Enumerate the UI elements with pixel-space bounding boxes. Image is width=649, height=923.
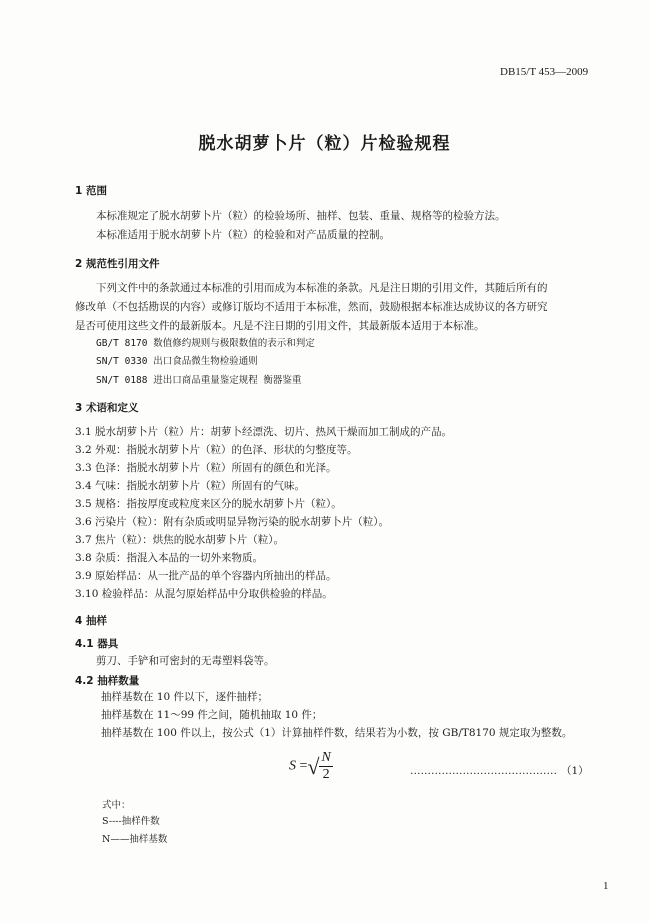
definition-item: 3.7 焦片（粒）：烘焦的脱水胡萝卜片（粒）。 (75, 534, 285, 546)
section-2-line: 修改单（不包括勘误的内容）或修订版均不适用于本标准，然而，鼓励根据本标准达成协议的各方研究 (75, 301, 548, 313)
definition-item: 3.5 规格：指按厚度或粒度来区分的脱水胡萝卜片（粒）。 (75, 498, 342, 510)
reference-item: SN/T 0330 出口食品微生物检验通则 (96, 356, 258, 367)
definition-item: 3.3 色泽：指脱水胡萝卜片（粒）所固有的颜色和光泽。 (75, 462, 337, 474)
formula-equals: = (299, 758, 308, 774)
definition-item: 3.9 原始样品：从一批产品的单个容器内所抽出的样品。 (75, 570, 337, 582)
document-title: 脱水胡萝卜片（粒）片检验规程 (198, 134, 451, 154)
formula-fraction (319, 750, 332, 783)
definition-item: 3.10 检验样品：从混匀原始样品中分取供检验的样品。 (75, 588, 333, 600)
reference-item: SN/T 0188 进出口商品重量鉴定规程 衡器鉴重 (96, 375, 302, 386)
formula-number: （1） (561, 765, 589, 777)
sampling-rule: 抽样基数在 10 件以下，逐件抽样； (101, 691, 269, 703)
section-1-paragraph-1: 本标准规定了脱水胡萝卜片（粒）的检验场所、抽样、包装、重量、规格等的检验方法。 (96, 210, 506, 222)
subsection-4-1-text: 剪刀、手铲和可密封的无毒塑料袋等。 (96, 655, 275, 667)
subsection-4-2-heading: 4.2 抽样数量 (75, 675, 140, 687)
section-1-paragraph-2: 本标准适用于脱水胡萝卜片（粒）的检验和对产品质量的控制。 (96, 229, 390, 241)
variable-definition: S----抽样件数 (102, 816, 160, 827)
sampling-formula (289, 750, 333, 783)
standard-code: DB15/T 453—2009 (500, 66, 589, 78)
sampling-rule: 抽样基数在 11～99 件之间，随机抽取 10 件； (101, 709, 323, 721)
formula-lhs: S (289, 758, 296, 774)
reference-item: GB/T 8170 数值修约规则与极限数值的表示和判定 (96, 338, 315, 349)
section-2-heading: 2 规范性引用文件 (75, 258, 160, 270)
definition-item: 3.4 气味：指脱水胡萝卜片（粒）所固有的气味。 (75, 480, 306, 492)
section-1-heading: 1 范围 (75, 185, 107, 197)
definition-item: 3.6 污染片（粒）：附有杂质或明显异物污染的脱水胡萝卜片（粒）。 (75, 516, 390, 528)
sampling-rule: 抽样基数在 100 件以上，按公式（1）计算抽样件数，结果若为小数，按 GB/T8170 规定取为整数。 (101, 727, 573, 739)
definition-item: 3.2 外观：指脱水胡萝卜片（粒）的色泽、形状的匀整度等。 (75, 444, 358, 456)
square-root-sign: √ (307, 753, 320, 779)
subsection-4-1-heading: 4.1 器具 (75, 638, 119, 650)
section-4-heading: 4 抽样 (75, 615, 107, 627)
section-2-line: 下列文件中的条款通过本标准的引用而成为本标准的条款。凡是注日期的引用文件，其随后所有的 (96, 282, 548, 294)
formula-leader: …………………………………… （1） (410, 765, 589, 777)
section-3-heading: 3 术语和定义 (75, 402, 139, 414)
section-2-line: 是否可使用这些文件的最新版本。凡是不注日期的引用文件，其最新版本适用于本标准。 (75, 320, 485, 332)
formula-denominator: 2 (322, 767, 330, 782)
formula-numerator: N (321, 750, 331, 765)
where-label: 式中： (102, 800, 131, 811)
page-number: 1 (603, 880, 609, 892)
definition-item: 3.1 脱水胡萝卜片（粒）片：胡萝卜经漂洗、切片、热风干燥而加工制成的产品。 (75, 426, 453, 438)
variable-definition: N——抽样基数 (102, 834, 168, 845)
definition-item: 3.8 杂质：指混入本品的一切外来物质。 (75, 552, 264, 564)
